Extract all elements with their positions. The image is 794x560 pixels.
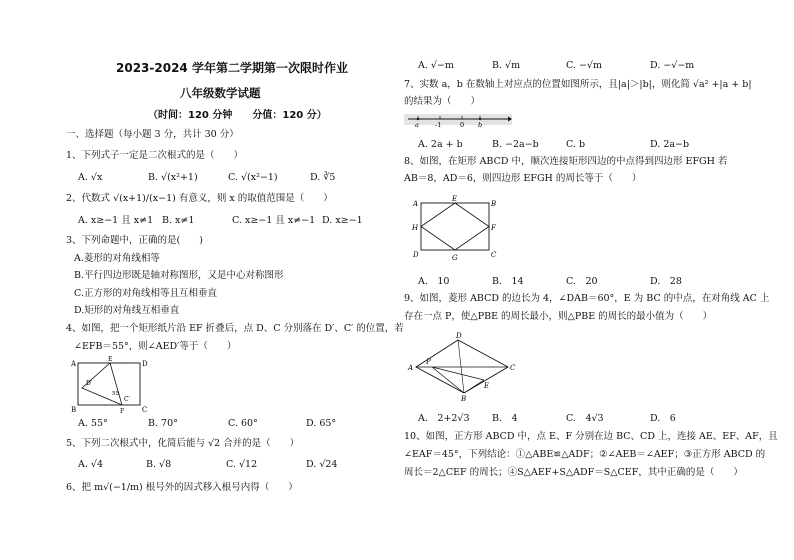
q9-label-c: C xyxy=(510,364,516,372)
q8-figure xyxy=(406,194,500,262)
q8-label-g: G xyxy=(452,254,458,262)
q9-label-b: B xyxy=(461,395,467,403)
q2-option-b: B. x≠1 xyxy=(162,215,195,226)
question-7-stem-line2: 的结果为（ ） xyxy=(404,96,481,107)
section-heading: 一、选择题（每小题 3 分，共计 30 分） xyxy=(66,129,239,140)
q3-option-b: B.平行四边形既是轴对称图形，又是中心对称图形 xyxy=(74,270,284,281)
q5-option-a: A. √4 xyxy=(78,459,103,470)
q6-option-b: B. √m xyxy=(492,60,521,71)
q4-option-c: C. 60° xyxy=(228,418,258,429)
q8-label-b: B xyxy=(491,200,497,208)
q2-option-d: D. x≥−1 xyxy=(322,215,363,226)
question-7-stem-line1: 7、实数 a，b 在数轴上对应点的位置如图所示，且|a|＞|b|，则化简 √a² +|a + b| xyxy=(404,79,752,90)
question-8-stem-line2: AB＝8，AD＝6，则四边形 EFGH 的周长等于（ ） xyxy=(404,173,642,184)
q8-label-c: C xyxy=(491,251,497,259)
q8-option-b: B. 14 xyxy=(492,276,524,287)
q7-label-0: 0 xyxy=(460,121,465,129)
q8-option-c: C. 20 xyxy=(566,276,598,287)
q5-option-d: D. √24 xyxy=(306,459,338,470)
question-1-stem: 1、下列式子一定是二次根式的是（ ） xyxy=(66,150,244,161)
q3-option-d: D.矩形的对角线互相垂直 xyxy=(74,305,180,316)
q3-option-a: A.菱形的对角线相等 xyxy=(74,253,160,264)
q8-option-d: D. 28 xyxy=(650,276,682,287)
exam-meta: （时间：120 分钟 分值：120 分） xyxy=(148,110,327,121)
q7-label-minus1: -1 xyxy=(435,121,442,129)
question-2-stem: 2、代数式 √(x+1)/(x−1) 有意义，则 x 的取值范围是（ ） xyxy=(66,193,333,204)
question-10-stem-line3: 周长＝2△CEF 的周长；④S△AEF+S△ADF＝S△CEF，其中正确的是（ ） xyxy=(404,467,743,478)
q4-label-cprime: C′ xyxy=(124,396,130,403)
q7-number-line xyxy=(404,111,514,131)
q1-option-a: A. √x xyxy=(78,172,103,183)
q5-option-c: C. √12 xyxy=(226,459,258,470)
q7-option-a: A. 2a + b xyxy=(418,139,463,150)
q4-label-dprime: D′ xyxy=(86,380,93,387)
q8-label-h: H xyxy=(412,224,419,232)
q2-option-c: C. x≥−1 且 x≠−1 xyxy=(232,215,316,226)
q3-option-c: C.正方形的对角线相等且互相垂直 xyxy=(74,288,217,299)
q6-option-a: A. √−m xyxy=(418,60,454,71)
q7-label-b: b xyxy=(478,121,483,129)
question-8-stem-line1: 8、如图，在矩形 ABCD 中，顺次连接矩形四边的中点得到四边形 EFGH 若 xyxy=(404,156,728,167)
q9-label-p: P xyxy=(426,358,431,366)
q4-option-a: A. 55° xyxy=(78,418,108,429)
exam-subtitle: 八年级数学试题 xyxy=(180,86,261,100)
q4-label-f: F xyxy=(120,408,125,415)
q4-label-e: E xyxy=(108,356,113,363)
q1-option-c: C. √(x²−1) xyxy=(228,172,278,183)
q1-option-d: D. ∛5 xyxy=(310,172,336,183)
question-6-stem: 6、把 m√(−1/m) 根号外的因式移入根号内得（ ） xyxy=(66,482,298,493)
q6-option-d: D. −√−m xyxy=(650,60,695,71)
q1-option-b: B. √(x²+1) xyxy=(148,172,198,183)
q4-option-b: B. 70° xyxy=(148,418,178,429)
q8-label-d: D xyxy=(413,251,419,259)
question-5-stem: 5、下列二次根式中，化简后能与 √2 合并的是（ ） xyxy=(66,438,300,449)
question-4-stem-line1: 4、如图，把一个矩形纸片沿 EF 折叠后，点 D、C 分别落在 D′、C′ 的位置，若 xyxy=(66,323,404,334)
q9-option-d: D. 6 xyxy=(650,413,676,424)
q4-figure xyxy=(66,355,146,415)
q8-option-a: A. 10 xyxy=(418,276,450,287)
question-9-stem-line2: 存在一点 P，使△PBE 的周长最小，则△PBE 的周长的最小值为（ ） xyxy=(404,311,713,322)
question-4-stem-line2: ∠EFB＝55°，则∠AED′等于（ ） xyxy=(74,341,237,352)
q2-option-a: A. x≥−1 且 x≠1 xyxy=(78,215,154,226)
question-10-stem-line2: ∠EAF＝45°，下列结论：①△ABE≌△ADF；②∠AEB＝∠AEF；③正方形 ABCD 的 xyxy=(404,449,766,460)
q4-label-c: C xyxy=(142,406,148,414)
q7-option-d: D. 2a−b xyxy=(650,139,690,150)
question-10-stem-line1: 10、如图，正方形 ABCD 中，点 E、F 分别在边 BC、CD 上，连接 AE、EF、AF，且 xyxy=(404,431,778,442)
q9-label-e: E xyxy=(484,382,490,390)
q9-option-c: C. 4√3 xyxy=(566,413,604,424)
question-9-stem-line1: 9、如图，菱形 ABCD 的边长为 4，∠DAB＝60°，E 为 BC 的中点，在对角线 AC 上 xyxy=(404,293,770,304)
q9-label-a: A xyxy=(408,364,414,372)
q9-figure xyxy=(404,330,520,402)
q6-option-c: C. −√m xyxy=(566,60,602,71)
q4-option-d: D. 65° xyxy=(306,418,337,429)
q9-label-d: D xyxy=(456,332,462,340)
q8-label-e: E xyxy=(452,195,458,203)
q7-label-a: a xyxy=(415,121,419,129)
q7-option-c: C. b xyxy=(566,139,586,150)
q5-option-b: B. √8 xyxy=(146,459,172,470)
q8-label-a: A xyxy=(413,200,419,208)
question-3-stem: 3、下列命题中，正确的是( ) xyxy=(66,235,203,246)
q8-label-f: F xyxy=(491,224,496,232)
q4-label-a: A xyxy=(71,360,77,368)
q9-option-b: B. 4 xyxy=(492,413,518,424)
q4-label-d: D xyxy=(142,360,148,368)
q4-label-b: B xyxy=(71,406,77,414)
q4-label-55: 55 xyxy=(112,391,119,397)
q9-option-a: A. 2+2√3 xyxy=(418,413,470,424)
q7-option-b: B. −2a−b xyxy=(492,139,539,150)
exam-title: 2023-2024 学年第二学期第一次限时作业 xyxy=(116,61,348,75)
